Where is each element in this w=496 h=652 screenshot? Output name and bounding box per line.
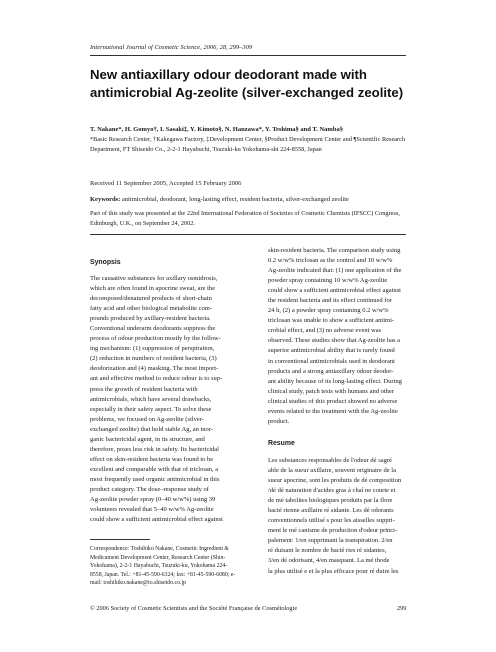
text-line: skin-resident bacteria. The comparison study using (268, 247, 401, 254)
text-line: The causative substances for axillary osmidrosis, (90, 275, 218, 282)
text-line: ré duisant le nombre de bacté ries ré sidantes, (268, 547, 387, 555)
text-line: effect on skin-resident bacteria was found to be (90, 455, 214, 463)
header-rule (90, 55, 406, 56)
text-line: products and a strong antiaxillary odour deodor- (268, 367, 394, 375)
text-line: Ag-zeolite powder spray (0–40 w/w%) using 39 (90, 496, 216, 504)
text-line: 0.2 w/w% triclosan as the control and 10 w/w% (268, 257, 393, 265)
text-line: powder spray containing 10 w/w% Ag-zeolite (268, 277, 388, 285)
affiliations: *Basic Research Center, †Kakegawa Factory, ‡Development Center, §Product Development Center and ¶Scientific Research Department, FT Shiseido Co., 2-2-1 Hayabuchi, Tsuzuki-ku Yokohama-shi 224-8558, Japan (90, 136, 406, 153)
text-line: ment le mé canisme de production d'odeur princi- (268, 527, 398, 535)
author-list: T. Nakane*, H. Gomyo†, I. Sasaki‡, Y. Kimoto§, N. Hanzawa*, Y. Teshima§ and T. Namba§ (90, 126, 343, 133)
text-line: ant and effective method to reduce odour is to sup- (90, 375, 223, 383)
text-line: crobial effect, and (3) no adverse event was (268, 327, 382, 335)
text-line: ganic bactericidal agent, in its structure, and (90, 435, 205, 443)
text-line: antimicrobials, which have several drawbacks, (90, 395, 212, 403)
text-line: most frequently used organic antimicrobial in this (90, 475, 220, 483)
text-line: therefore, poses less risk in safety. Its bactericidal (90, 445, 219, 453)
text-line: superior antimicrobial ability that is rarely found (268, 347, 395, 355)
text-line: excellent and comparable with that of triclosan, a (90, 465, 219, 473)
text-line: pounds produced by axillary-resident bacteria. (90, 315, 211, 323)
text-line: exchanged zeolite) that hold stable Ag, an inor- (90, 425, 213, 433)
text-line: which are often found in apocrine sweat, are the (90, 285, 216, 293)
text-line: especially in their safety aspect. To solve these (90, 405, 212, 413)
right-column-body (268, 246, 418, 427)
text-line: Conventional underarm deodorants suppress the (90, 325, 216, 333)
keywords-line (90, 196, 349, 203)
received-dates: Received 11 September 2005, Accepted 15 February 2006 (90, 180, 242, 187)
keywords-text: antimicrobial, deodorant, long-lasting effect, resident bacteria, silver-exchanged zeolite (121, 196, 349, 203)
presentation-note: Part of this study was presented at the 22nd International Federation of Societies of Cosmetic Chemists (IFSCC) Congress, Edinburgh, U.K., on September 24, 2002. (90, 210, 400, 227)
text-line: decomposed/denatured products of short-chain (90, 295, 212, 303)
journal-header: International Journal of Cosmetic Science, 2006, 28, 299–309 (90, 44, 253, 51)
text-line: ant ability because of its long-lasting effect. During (268, 377, 402, 385)
text-line: events related to the treatment with the Ag-zeolite (268, 407, 398, 415)
text-line: (2) reduction in numbers of resident bacteria, (3) (90, 355, 217, 363)
text-line: clinical studies of this product showed no adverse (268, 397, 398, 405)
resume-heading: Resume (268, 440, 295, 447)
text-line: ing mechanism: (1) suppression of perspiration, (90, 345, 215, 353)
text-line: de mé tabolites biologiques produits par la flore (268, 497, 393, 505)
text-line: 3/en dé odorisant, 4/en masquant. La mé thode (268, 557, 390, 565)
text-line: press the growth of resident bacteria with (90, 385, 198, 393)
copyright-footer: © 2006 Society of Cosmetic Scientists and the Société Française de Cosmétologie (90, 605, 298, 612)
text-line: triclosan was unable to show a sufficient antimi- (268, 317, 395, 325)
text-line: able de la sueur axillaire, souvent originaire de la (268, 467, 396, 475)
text-line: la plus utilisé e et la plus efficace pour ré duire les (268, 567, 399, 575)
text-line: product. (268, 417, 290, 425)
text-line: the resident bacteria and its effect continued for (268, 297, 392, 305)
text-line: 24 h, (2) a powder spray containing 0.2 w/w% (268, 307, 389, 315)
text-line: fatty acid and other biological metabolite com- (90, 305, 213, 313)
article-title: New antiaxillary odour deodorant made with antimicrobial Ag-zeolite (silver-exchanged zeolite) (90, 67, 404, 100)
correspondence-note: Correspondence: Toshihiko Nakane, Cosmetic Ingredient & Medicament Development Center, Research Center (Shin-Yokohama), 2-2-1 Hayabuchi, Tsuzuki-ku, Yokohama 224-8558, Japan. Tel.: +81-45-590-6324; fax: +81-45-590-6080; e-mail: toshihiko.nakane@to.shiseido.co.jp (90, 546, 236, 586)
text-line: volunteers revealed that 5–40 w/w% Ag-zeolite (90, 506, 214, 514)
text-line: bacté rienne axillaire ré sidante. Les dé odorants (268, 507, 394, 515)
text-line: sueur apocrine, sont les produits de dé composition (268, 477, 402, 485)
keywords-label: Keywords: (90, 196, 121, 203)
text-line: process of odour production mostly by the follow- (90, 335, 221, 343)
text-line: deodorization and (4) masking. The most import- (90, 365, 219, 373)
text-line: product category. The dose–response study of (90, 485, 209, 493)
text-line: clinical study, patch tests with humans and other (268, 387, 394, 395)
text-line: Les substances responsables de l'odeur dé sagré (268, 457, 392, 464)
text-line: Ag-zeolite indicated that: (1) one application of the (268, 267, 402, 275)
synopsis-heading: Synopsis (90, 259, 121, 266)
text-line: problems, we focused on Ag-zeolite (silver- (90, 415, 204, 423)
page-number: 299 (397, 605, 407, 612)
section-rule (90, 234, 406, 235)
correspondence-rule (90, 539, 150, 540)
text-line: in conventional antimicrobials used in deodorant (268, 357, 395, 365)
text-line: palement: 1/en supprimant la transpiration. 2/en (268, 537, 393, 545)
text-line: could show a sufficient antimicrobial effect against (268, 287, 401, 295)
resume-body (268, 456, 418, 577)
text-line: /dé dé naturation d'acides gras à chaî ne courte et (268, 487, 396, 495)
text-line: could show a sufficient antimicrobial effect against (90, 516, 223, 524)
synopsis-body (90, 274, 240, 525)
text-line: conventionnels utilisé s pour les aisselles suppri- (268, 517, 395, 525)
text-line: observed. These studies show that Ag-zeolite has a (268, 337, 401, 345)
